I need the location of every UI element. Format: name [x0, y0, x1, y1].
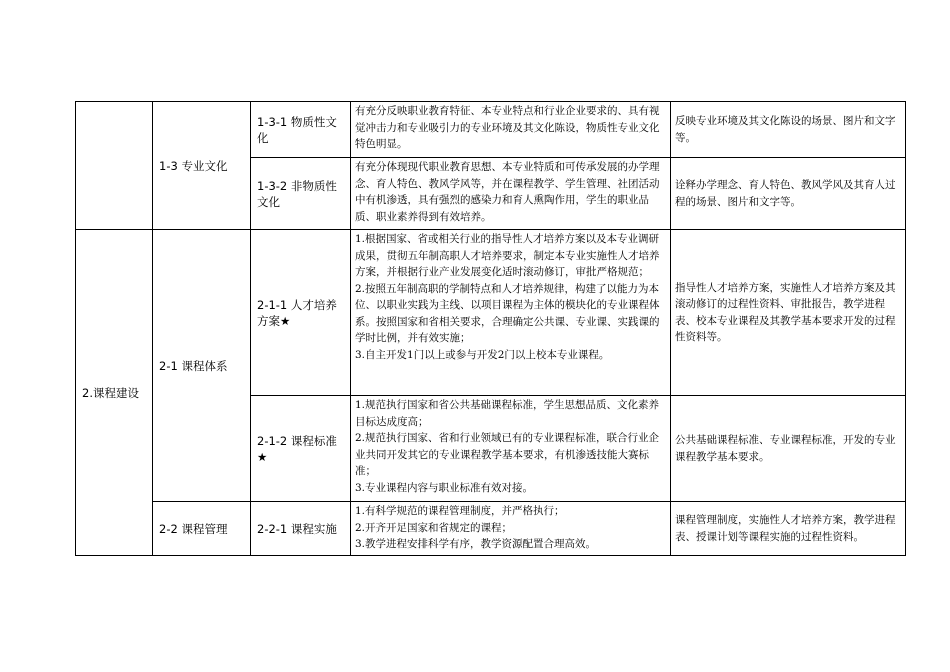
level3-cell: 1-3-1 物质性文化	[251, 102, 351, 158]
level3-cell: 2-1-2 课程标准★	[251, 396, 351, 502]
criteria-item: 3.自主开发1门以上或参与开发2门以上校本专业课程。	[355, 348, 610, 361]
criteria-item: 3.教学进程安排科学有序，教学资源配置合理高效。	[355, 538, 597, 550]
criteria-cell	[351, 396, 671, 502]
evaluation-table	[75, 101, 906, 556]
criteria-cell: 有充分反映职业教育特征、本专业特点和行业企业要求的、具有视觉冲击力和专业吸引力的专业环境及其文化陈设，物质性专业文化特色明显。	[351, 102, 671, 158]
criteria-cell	[351, 502, 671, 556]
table-row	[76, 102, 906, 158]
level1-cell: 2.课程建设	[76, 230, 153, 556]
level2-cell: 2-2 课程管理	[153, 502, 251, 556]
level3-cell: 2-1-1 人才培养方案★	[251, 230, 351, 396]
criteria-item: 2.按照五年制高职的学制特点和人才培养规律，构建了以能力为本位、以职业实践为主线、以项目课程为主体的模块化的专业课程体系。按照国家和省相关要求，合理确定公共课、专业课、实践课的学时比例，并有效实施；	[355, 282, 660, 344]
evidence-cell: 诠释办学理念、育人特色、教风学风及其育人过程的场景、图片和文字等。	[671, 158, 906, 230]
evidence-cell: 课程管理制度，实施性人才培养方案，教学进程表、授课计划等课程实施的过程性资料。	[671, 502, 906, 556]
criteria-item: 1.规范执行国家和省公共基础课程标准，学生思想品质、文化素养目标达成度高；	[355, 399, 660, 428]
level3-cell: 2-2-1 课程实施	[251, 502, 351, 556]
table-row	[76, 230, 906, 396]
evidence-cell: 指导性人才培养方案，实施性人才培养方案及其滚动修订的过程性资料、审批报告，教学进程表、校本专业课程及其教学基本要求开发的过程性资料等。	[671, 230, 906, 396]
criteria-item: 2.开齐开足国家和省规定的课程；	[355, 521, 513, 534]
criteria-item: 1.根据国家、省或相关行业的指导性人才培养方案以及本专业调研成果，贯彻五年制高职人才培养要求，制定本专业实施性人才培养方案，并根据行业产业发展变化适时滚动修订，审批严格规范；	[355, 233, 660, 278]
level2-cell: 1-3 专业文化	[153, 102, 251, 230]
criteria-cell: 有充分体现现代职业教育思想、本专业特质和可传承发展的办学理念、育人特色、教风学风等，并在课程教学、学生管理、社团活动中有机渗透，具有强烈的感染力和育人熏陶作用，学生的职业品质、职业素养得到有效培养。	[351, 158, 671, 230]
criteria-item: 3.专业课程内容与职业标准有效对接。	[355, 481, 534, 494]
criteria-cell	[351, 230, 671, 396]
criteria-item: 1.有科学规范的课程管理制度，并严格执行；	[355, 505, 565, 517]
level3-cell: 1-3-2 非物质性文化	[251, 158, 351, 230]
criteria-item: 2.规范执行国家、省和行业领域已有的专业课程标准，联合行业企业共同开发其它的专业课程教学基本要求，有机渗透技能大赛标准；	[355, 432, 660, 477]
table-row	[76, 502, 906, 556]
level1-cell-empty	[76, 102, 153, 230]
evidence-cell: 公共基础课程标准、专业课程标准，开发的专业课程教学基本要求。	[671, 396, 906, 502]
level2-cell: 2-1 课程体系	[153, 230, 251, 502]
evidence-cell: 反映专业环境及其文化陈设的场景、图片和文字等。	[671, 102, 906, 158]
